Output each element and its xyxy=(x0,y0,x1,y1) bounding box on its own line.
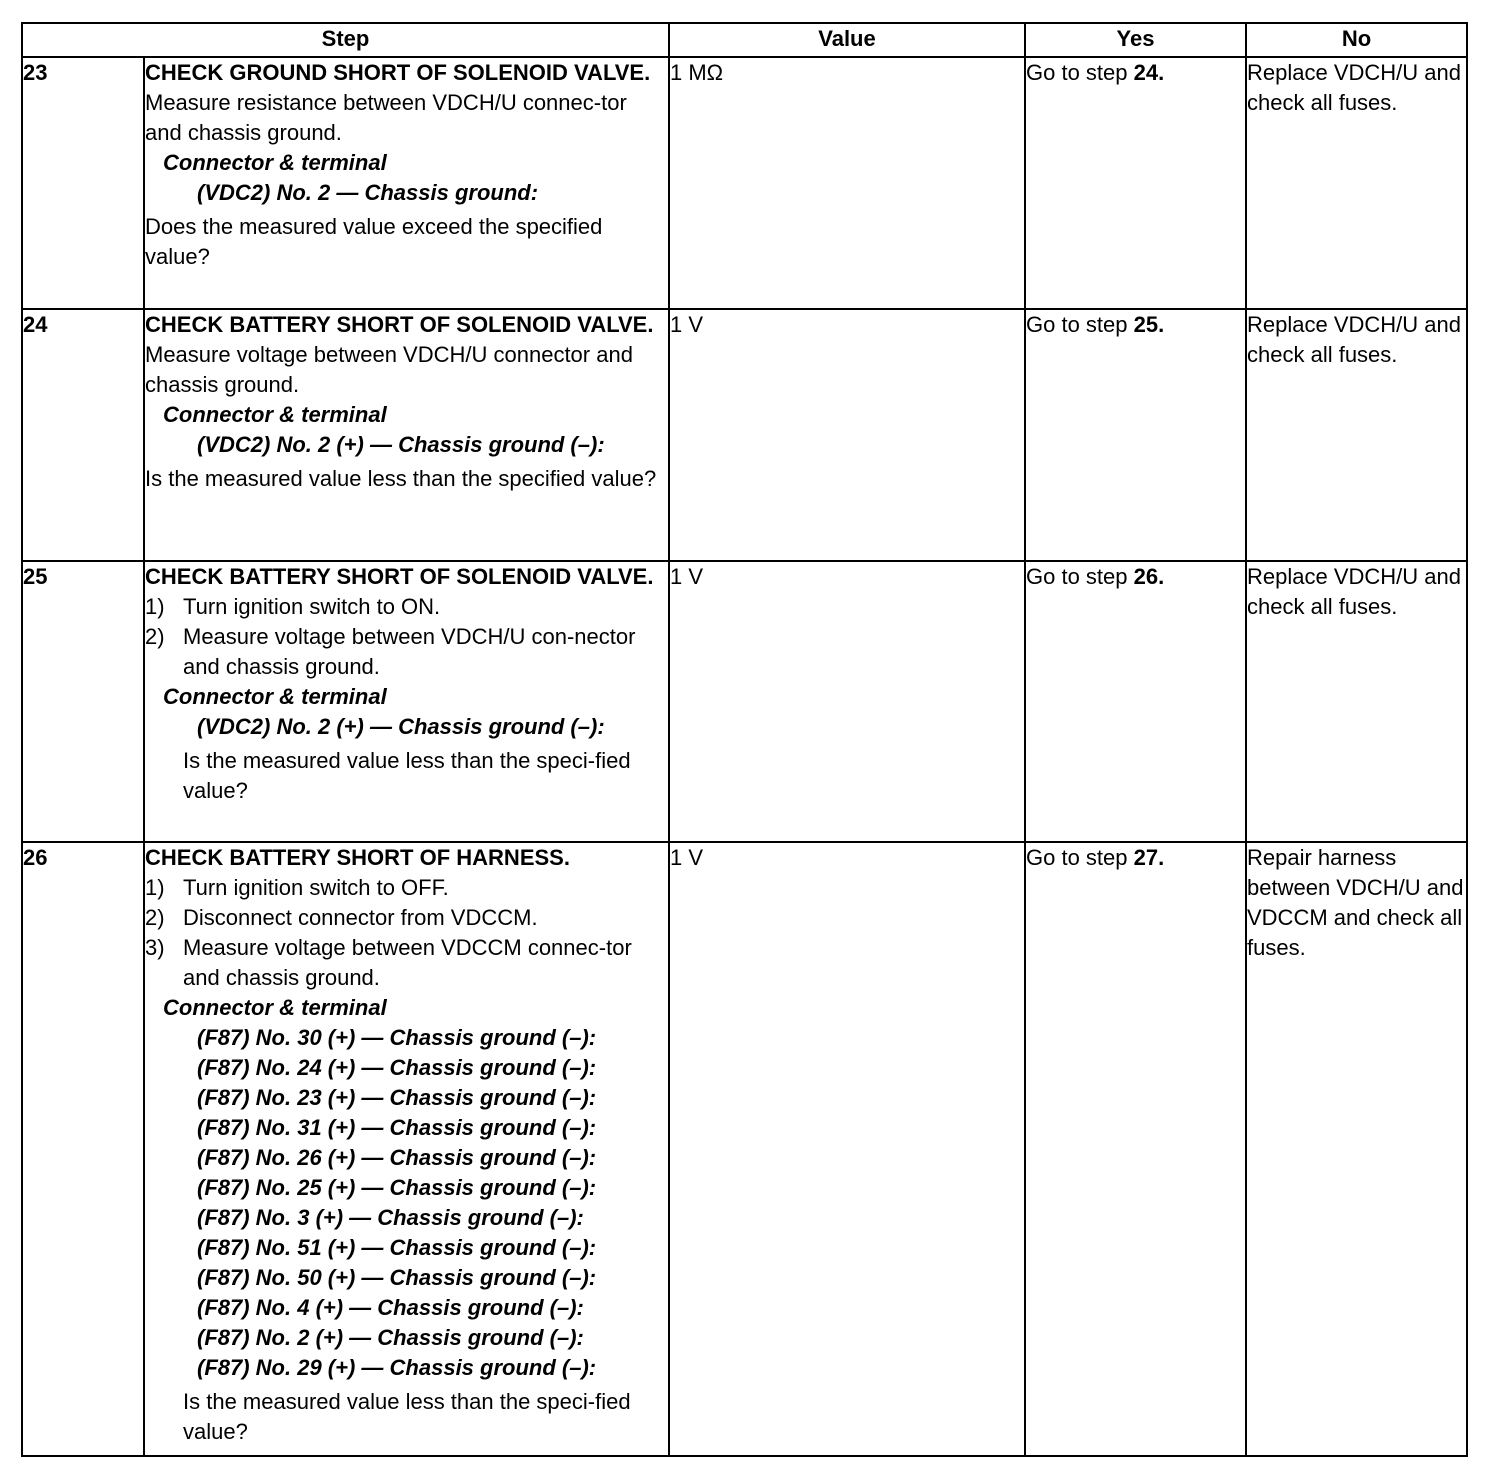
substep-text: Turn ignition switch to ON. xyxy=(183,594,441,619)
substep-list xyxy=(145,592,668,682)
step-body xyxy=(144,309,669,561)
substep-list xyxy=(145,873,668,993)
yes-cell xyxy=(1025,309,1246,561)
yes-text: Go to step xyxy=(1026,312,1134,337)
substep-text: Turn ignition switch to OFF. xyxy=(183,875,449,900)
step-instruction: Measure resistance between VDCH/U connec-tor and chassis ground. xyxy=(145,90,627,145)
yes-step-number: 27. xyxy=(1133,845,1165,870)
list-item xyxy=(145,873,668,903)
step-title: CHECK BATTERY SHORT OF SOLENOID VALVE. xyxy=(145,312,654,337)
substep-number: 1) xyxy=(145,875,165,900)
substep-text: Disconnect connector from VDCCM. xyxy=(183,905,538,930)
value-cell: 1 MΩ xyxy=(669,57,1025,309)
terminal-line: (F87) No. 23 (+) — Chassis ground (–): xyxy=(197,1085,597,1110)
connector-label: Connector & terminal xyxy=(163,684,387,709)
step-body xyxy=(144,842,669,1456)
terminal-line: (F87) No. 30 (+) — Chassis ground (–): xyxy=(197,1025,597,1050)
header-no: No xyxy=(1246,23,1467,57)
list-item xyxy=(145,933,668,993)
step-question: Is the measured value less than the specified value? xyxy=(145,466,657,491)
terminal-line: (F87) No. 26 (+) — Chassis ground (–): xyxy=(197,1145,597,1170)
yes-text: Go to step xyxy=(1026,845,1134,870)
value-cell: 1 V xyxy=(669,309,1025,561)
terminal-line: (F87) No. 50 (+) — Chassis ground (–): xyxy=(197,1265,597,1290)
yes-text: Go to step xyxy=(1026,564,1134,589)
yes-step-number: 26. xyxy=(1133,564,1165,589)
terminal-line: (F87) No. 3 (+) — Chassis ground (–): xyxy=(197,1205,584,1230)
terminal-line: (VDC2) No. 2 (+) — Chassis ground (–): xyxy=(197,432,605,457)
substep-number: 1) xyxy=(145,594,165,619)
yes-text: Go to step xyxy=(1026,60,1134,85)
step-title: CHECK BATTERY SHORT OF SOLENOID VALVE. xyxy=(145,564,654,589)
terminal-line: (F87) No. 25 (+) — Chassis ground (–): xyxy=(197,1175,597,1200)
connector-label: Connector & terminal xyxy=(163,150,387,175)
step-number: 24 xyxy=(22,309,144,561)
connector-label: Connector & terminal xyxy=(163,995,387,1020)
yes-step-number: 24. xyxy=(1133,60,1165,85)
table-row xyxy=(22,309,1467,561)
terminal-line: (F87) No. 31 (+) — Chassis ground (–): xyxy=(197,1115,597,1140)
step-number: 25 xyxy=(22,561,144,842)
yes-cell xyxy=(1025,842,1246,1456)
no-cell: Replace VDCH/U and check all fuses. xyxy=(1246,57,1467,309)
connector-label: Connector & terminal xyxy=(163,402,387,427)
table-row xyxy=(22,842,1467,1456)
header-yes: Yes xyxy=(1025,23,1246,57)
diagnostic-table xyxy=(21,22,1468,1457)
step-title: CHECK GROUND SHORT OF SOLENOID VALVE. xyxy=(145,60,651,85)
no-cell: Repair harness between VDCH/U and VDCCM and check all fuses. xyxy=(1246,842,1467,1456)
header-row xyxy=(22,23,1467,57)
step-body xyxy=(144,57,669,309)
header-step: Step xyxy=(22,23,669,57)
step-question: Is the measured value less than the speci-fied value? xyxy=(183,748,631,803)
list-item xyxy=(145,903,668,933)
terminal-line: (F87) No. 4 (+) — Chassis ground (–): xyxy=(197,1295,584,1320)
terminal-line: (VDC2) No. 2 (+) — Chassis ground (–): xyxy=(197,714,605,739)
list-item xyxy=(145,592,668,622)
step-title: CHECK BATTERY SHORT OF HARNESS. xyxy=(145,845,570,870)
substep-text: Measure voltage between VDCCM connec-tor and chassis ground. xyxy=(183,935,632,990)
terminal-line: (F87) No. 29 (+) — Chassis ground (–): xyxy=(197,1355,597,1380)
terminal-line: (F87) No. 51 (+) — Chassis ground (–): xyxy=(197,1235,597,1260)
header-value: Value xyxy=(669,23,1025,57)
yes-cell xyxy=(1025,561,1246,842)
step-question: Is the measured value less than the speci-fied value? xyxy=(183,1389,631,1444)
no-cell: Replace VDCH/U and check all fuses. xyxy=(1246,309,1467,561)
table-row xyxy=(22,57,1467,309)
substep-number: 2) xyxy=(145,905,165,930)
substep-number: 2) xyxy=(145,624,165,649)
step-number: 23 xyxy=(22,57,144,309)
terminal-line: (VDC2) No. 2 — Chassis ground: xyxy=(197,180,539,205)
substep-text: Measure voltage between VDCH/U con-nector and chassis ground. xyxy=(183,624,636,679)
step-question: Does the measured value exceed the specified value? xyxy=(145,214,603,269)
terminal-line: (F87) No. 2 (+) — Chassis ground (–): xyxy=(197,1325,584,1350)
step-body xyxy=(144,561,669,842)
value-cell: 1 V xyxy=(669,842,1025,1456)
step-number: 26 xyxy=(22,842,144,1456)
list-item xyxy=(145,622,668,682)
yes-cell xyxy=(1025,57,1246,309)
table-row xyxy=(22,561,1467,842)
yes-step-number: 25. xyxy=(1133,312,1165,337)
step-instruction: Measure voltage between VDCH/U connector and chassis ground. xyxy=(145,342,633,397)
no-cell: Replace VDCH/U and check all fuses. xyxy=(1246,561,1467,842)
substep-number: 3) xyxy=(145,935,165,960)
terminal-line: (F87) No. 24 (+) — Chassis ground (–): xyxy=(197,1055,597,1080)
value-cell: 1 V xyxy=(669,561,1025,842)
